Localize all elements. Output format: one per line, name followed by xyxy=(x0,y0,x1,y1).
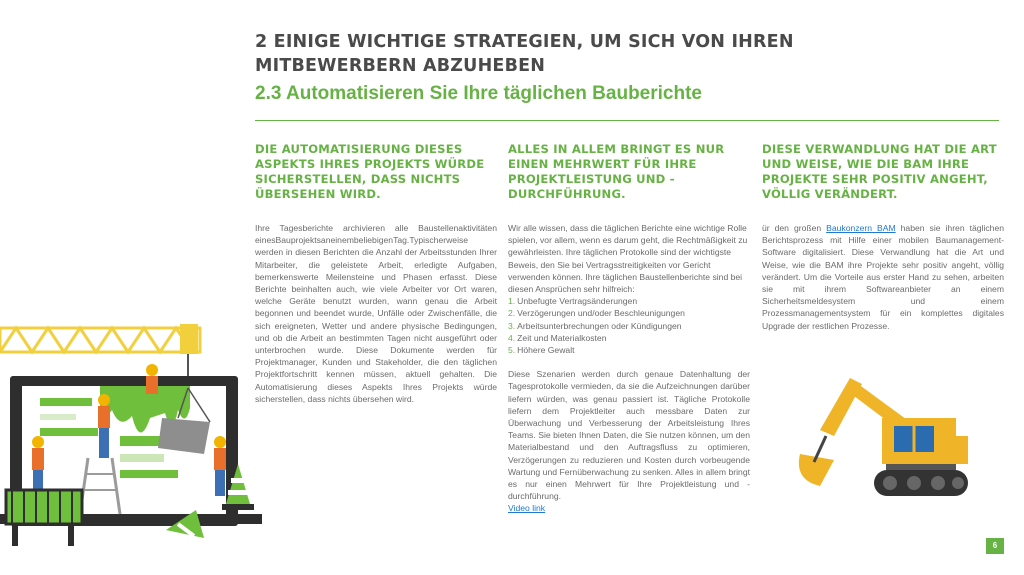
page-title: 2 EINIGE WICHTIGE STRATEGIEN, UM SICH VON IHREN MITBEWERBERN ABZUHEBEN xyxy=(255,32,794,76)
worker-icon xyxy=(98,394,110,458)
claims-list xyxy=(508,295,750,356)
column-2-body: Diese Szenarien werden durch genaue Datenhaltung der Tagesprotokolle vermieden, da sie die Aufzeichnungen darüber liefern würden, was genau passiert ist. Tägliche Protokolle liefern dem Projektleiter auch messbare Daten zur Überwachung und Verbesserung der Arbeitsleistung Ihres Teams. Sie bieten Ihnen Daten, die Sie nutzen können, um den Materialbestand und den Auftragsfluss zu optimieren, Verzögerungen zu reduzieren und Kosten durch vorbeugende Wartung und Fernüberwachung zu senken. Alles in allem bringt es nur einen Mehrwert für Ihre Projektleistung und -durchführung. Video link xyxy=(508,369,750,514)
list-item: 1. Unbefugte Vertragsänderungen xyxy=(508,296,638,307)
list-item: 5. Höhere Gewalt xyxy=(508,345,575,356)
worker-icon xyxy=(214,436,226,496)
section-subtitle: 2.3 Automatisieren Sie Ihre täglichen Bauberichte xyxy=(255,83,702,104)
column-3-body: ür den großen Baukonzern BAM haben sie ihren täglichen Berichtsprozess mit Hilfe einer mobilen Baumanagement-Software digitalisiert. Diese Verwandlung hat die Art und Weise, wie die BAM ihre Projekte sehr positiv angeht, völlig verändert. Um die Vorteile aus erster Hand zu sehen, arbeiten sie mit ihrem Softwareanbieter an einem Sicherheitsmeldesystem und einem Prozessmanagementsystem für ein komplettes digitales Upgrade der restlichen Prozesse. xyxy=(762,223,1004,331)
column-1-body: Ihre Tagesberichte archivieren alle Baustellenaktivitäten einesBauprojektsaneinembeliebigenTag.Typischerweise werden in diesen Berichten die Anzahl der Arbeitsstunden Ihrer Mitarbeiter, die geleistete Arbeit, erledigte Aufgaben, bemerkenswerte Meilensteine und Phasen erfasst. Diese Berichte beinhalten auch, wie viele Arbeiter vor Ort waren, welche Geräte benutzt wurden, wann genau die Arbeit begonnen und beendet wurde, Unfälle oder Zwischenfälle, die sich ereigneten, Wetter und andere physische Bedingungen, und ob die Arbeit an bestimmten Tagen nicht ausgeführt oder unterbrochen wurde. Diese Dokumente werden für Projektmanager, Kunden und Stakeholder, die den täglichen Projektfortschritt kennen müssen, aktuell gehalten. Die Automatisierung dieses Aspekts Ihres Projekts würde sicherstellen, dass nichts übersehen wird. xyxy=(255,223,497,404)
video-link[interactable]: Video link xyxy=(508,503,546,514)
construction-workers-illustration xyxy=(0,318,270,558)
page-number: 6 xyxy=(986,538,1004,554)
list-item: 2. Verzögerungen und/oder Beschleunigungen xyxy=(508,308,685,319)
column-3-heading: DIESE VERWANDLUNG HAT DIE ART UND WEISE, WIE DIE BAM IHRE PROJEKTE SEHR POSITIV ANGEHT, VÖLLIG VERÄNDERT. xyxy=(762,142,997,201)
divider xyxy=(255,120,999,121)
excavator-illustration xyxy=(790,370,975,510)
excavator-icon xyxy=(799,378,968,496)
worker-icon xyxy=(146,364,158,394)
column-2-intro: Wir alle wissen, dass die täglichen Berichte eine wichtige Rolle spielen, vor allem, wenn es darum geht, die Rechtmäßigkeit zu gewährleisten. Ihre täglichen Protokolle sind der wichtigste Beweis, den Sie bei Vertragsstreitigkeiten vor Gericht verwenden können. Ihre täglichen Baustellenberichte sind bei diesen Ansprüchen sehr hilfreich: xyxy=(508,223,748,295)
column-1 xyxy=(255,142,497,405)
column-3 xyxy=(762,142,1004,332)
column-2 xyxy=(508,142,750,515)
list-item: 3. Arbeitsunterbrechungen oder Kündigungen xyxy=(508,320,682,331)
list-item: 4. Zeit und Materialkosten xyxy=(508,332,607,343)
worker-icon xyxy=(32,436,44,492)
column-2-heading: ALLES IN ALLEM BRINGT ES NUR EINEN MEHRWERT FÜR IHRE PROJEKTLEISTUNG UND -DURCHFÜHRUNG. xyxy=(508,142,725,201)
barrier-icon xyxy=(6,490,82,546)
column-1-heading: DIE AUTOMATISIERUNG DIESES ASPEKTS IHRES PROJEKTS WÜRDE SICHERSTELLEN, DASS NICHTS ÜBERSEHEN WIRD. xyxy=(255,142,485,201)
bam-link[interactable]: Baukonzern BAM xyxy=(826,223,896,233)
